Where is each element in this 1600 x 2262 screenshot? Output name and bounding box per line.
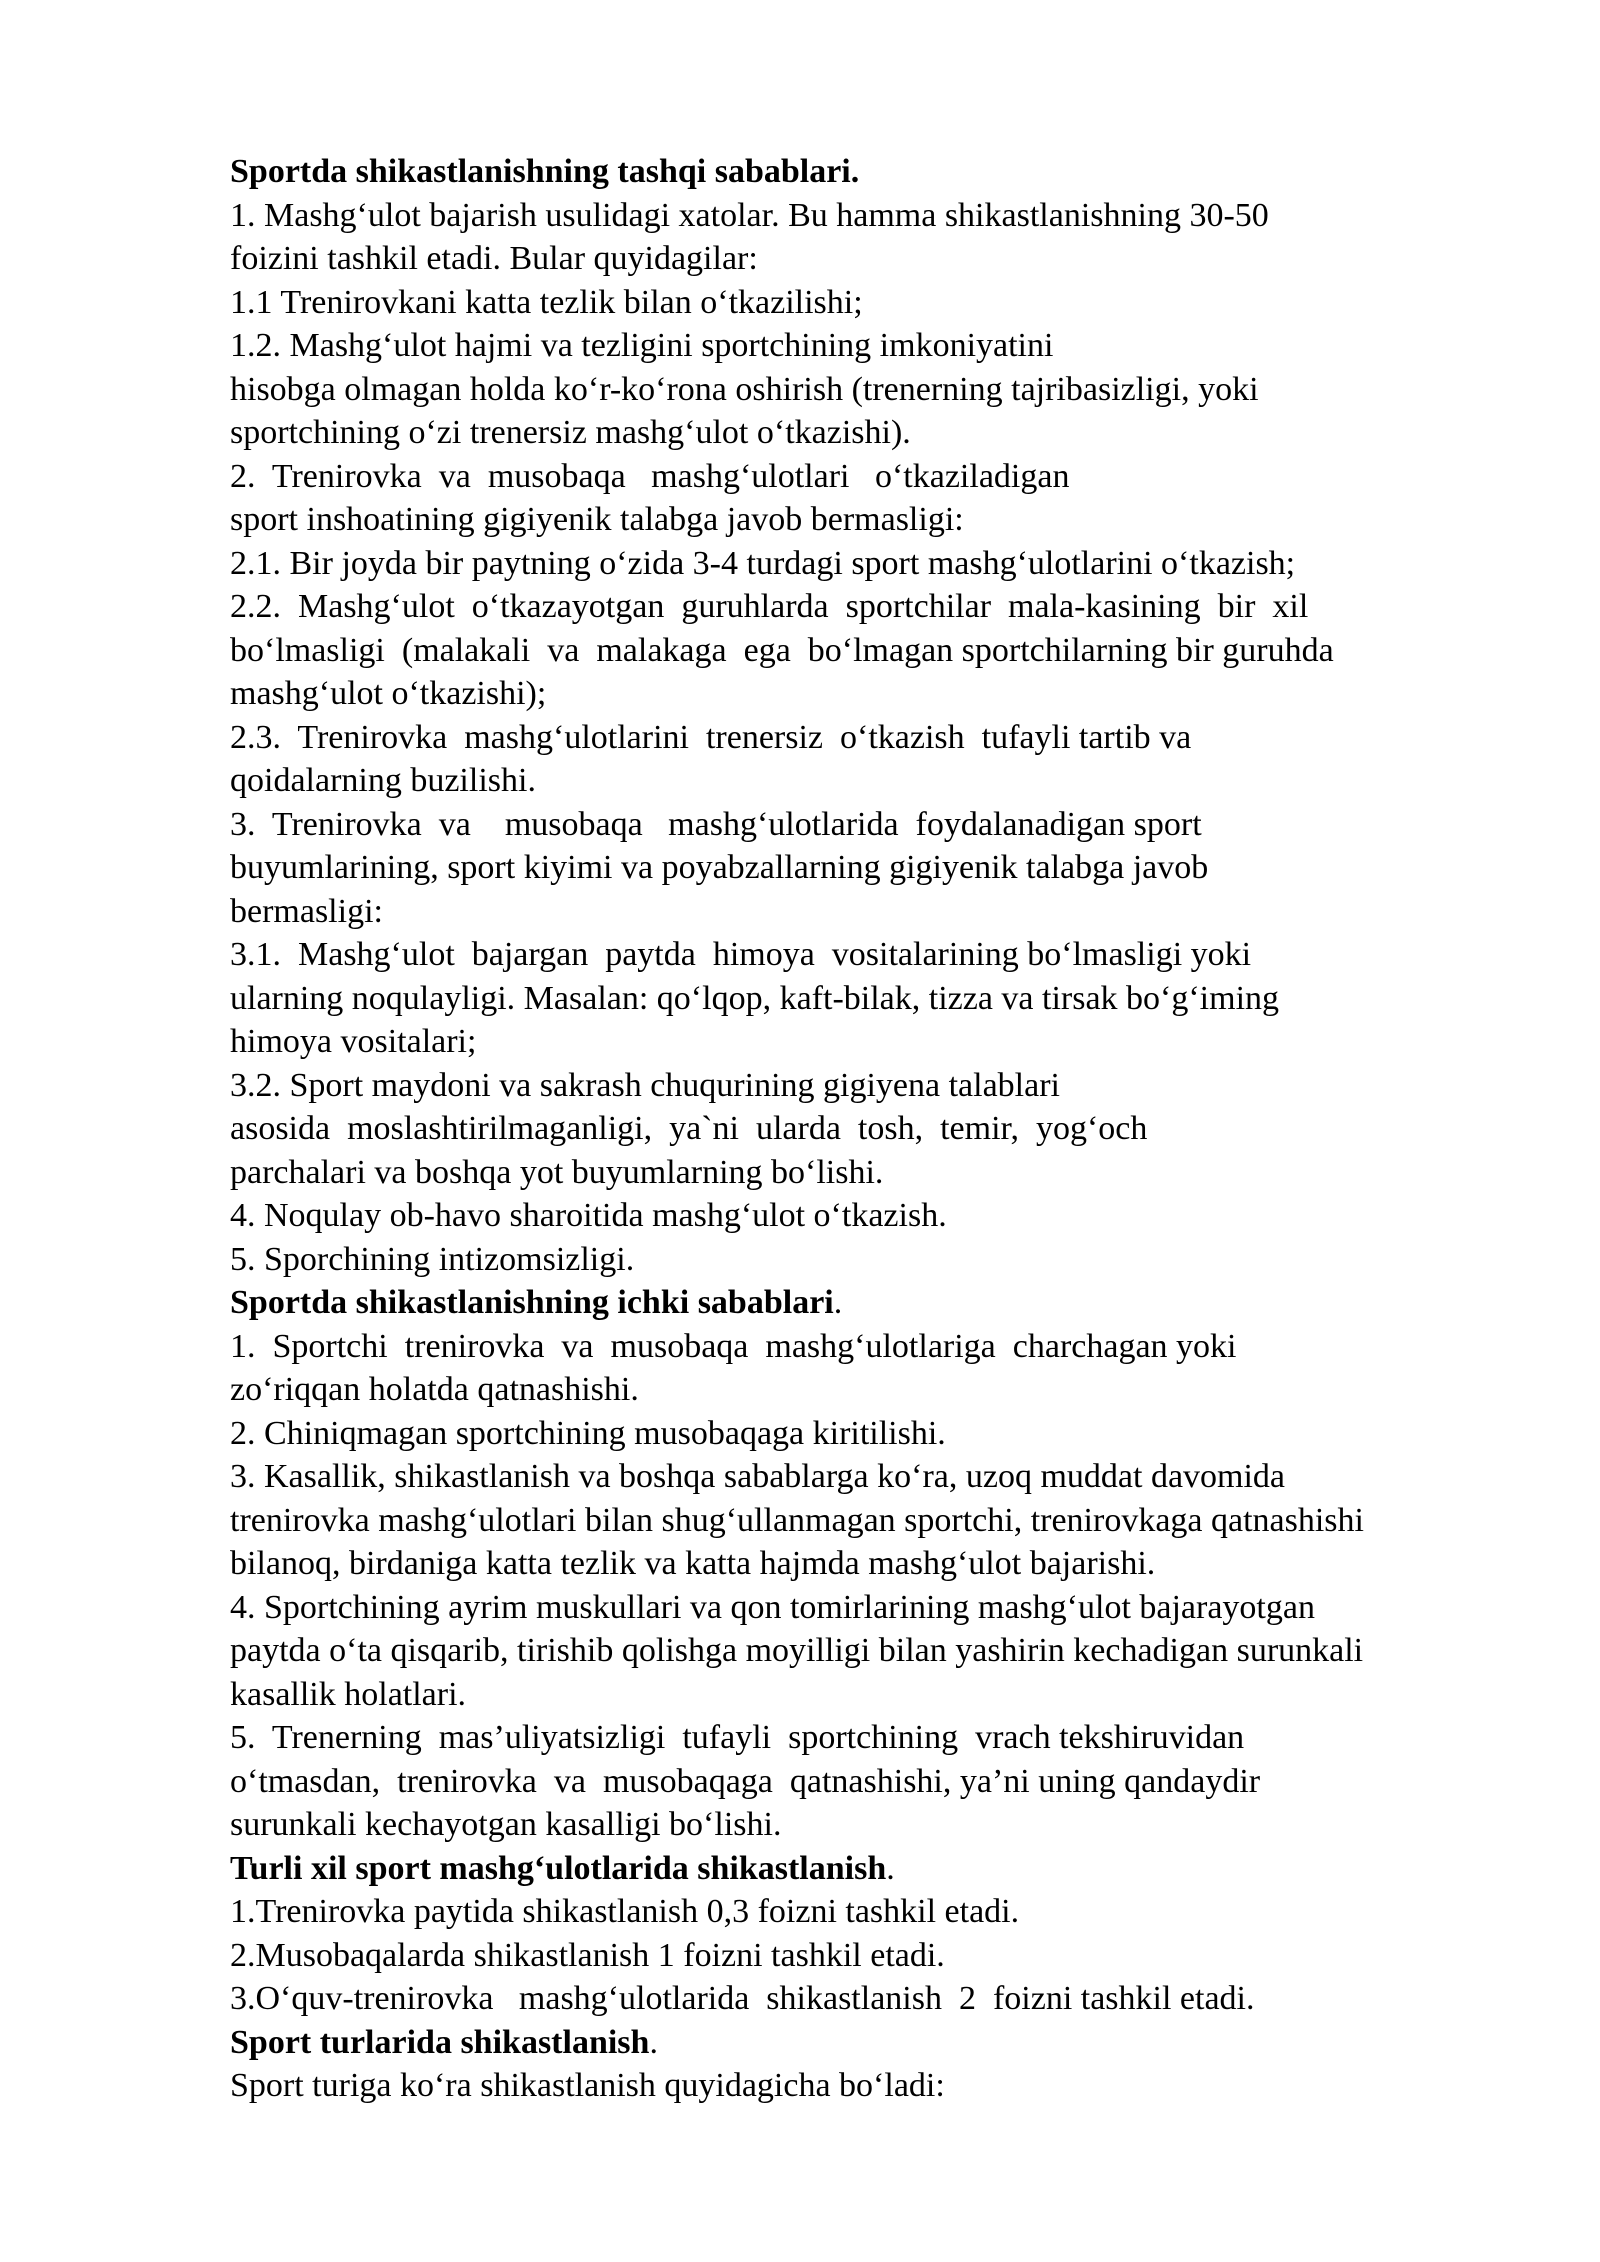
text-line [230, 1412, 1530, 1456]
text-line [230, 803, 1530, 847]
line-text: sport inshoatining gigiyenik talabga javob bermasligi: [230, 501, 964, 538]
line-text: himoya vositalari; [230, 1023, 477, 1060]
line-text: 1.2. Mashg‘ulot hajmi va tezligini sportchining imkoniyatini [230, 327, 1054, 364]
text-line [230, 1281, 1530, 1325]
text-line [230, 1455, 1530, 1499]
line-text: paytda o‘ta qisqarib, tirishib qolishga moyilligi bilan yashirin kechadigan surunkali [230, 1632, 1364, 1669]
text-line [230, 150, 1530, 194]
text-line [230, 1325, 1530, 1369]
text-line [230, 585, 1530, 629]
text-line [230, 324, 1530, 368]
line-text: qoidalarning buzilishi. [230, 762, 536, 799]
text-line [230, 890, 1530, 934]
line-text: 2. Trenirovka va musobaqa mashg‘ulotlari o‘tkaziladigan [230, 457, 1070, 495]
line-text: zo‘riqqan holatda qatnashishi. [230, 1371, 639, 1408]
text-line [230, 1847, 1530, 1891]
line-text: . [886, 1849, 895, 1887]
document-page [230, 150, 1530, 2108]
text-line [230, 759, 1530, 803]
line-text: bermasligi: [230, 892, 383, 930]
line-text: 1.1 Trenirovkani katta tezlik bilan o‘tkazilishi; [230, 283, 863, 321]
line-text: 2.Musobaqalarda shikastlanish 1 foizni tashkil etadi. [230, 1936, 945, 1974]
line-text: 1. Sportchi trenirovka va musobaqa mashg‘ulotlariga charchagan yoki [230, 1327, 1237, 1365]
text-line [230, 1368, 1530, 1412]
line-text: buyumlarining, sport kiyimi va poyabzallarning gigiyenik talabga javob [230, 849, 1209, 886]
text-line [230, 629, 1530, 673]
text-line [230, 1977, 1530, 2021]
text-line [230, 1716, 1530, 1760]
line-text: 2.2. Mashg‘ulot o‘tkazayotgan guruhlarda sportchilar mala-kasining bir xil [230, 588, 1309, 625]
line-text: bo‘lmasligi (malakali va malakaga ega bo‘lmagan sportchilarning bir guruhda [230, 631, 1334, 669]
line-text: . [833, 1284, 843, 1321]
section-heading: Sportda shikastlanishning tashqi sabablari. [230, 153, 860, 190]
text-line [230, 542, 1530, 586]
line-text: kasallik holatlari. [230, 1675, 467, 1713]
line-text: Sport turiga ko‘ra shikastlanish quyidagicha bo‘ladi: [230, 2067, 945, 2104]
line-text: 3. Trenirovka va musobaqa mashg‘ulotlarida foydalanadigan sport [230, 805, 1202, 843]
text-line [230, 368, 1530, 412]
text-line [230, 1673, 1530, 1717]
text-line [230, 1107, 1530, 1151]
text-line [230, 237, 1530, 281]
text-line [230, 1064, 1530, 1108]
text-line [230, 1194, 1530, 1238]
text-line [230, 1499, 1530, 1543]
line-text: 2.3. Trenirovka mashg‘ulotlarini trenersiz o‘tkazish tufayli tartib va [230, 718, 1192, 756]
text-line [230, 1803, 1530, 1847]
text-line [230, 977, 1530, 1021]
line-text: 4. Sportchining ayrim muskullari va qon tomirlarining mashg‘ulot bajarayotgan [230, 1588, 1315, 1626]
text-line [230, 716, 1530, 760]
text-line [230, 1151, 1530, 1195]
text-line [230, 1890, 1530, 1934]
text-line [230, 2064, 1530, 2108]
line-text: foizini tashkil etadi. Bular quyidagilar: [230, 240, 758, 277]
text-line [230, 1629, 1530, 1673]
text-line [230, 1760, 1530, 1804]
text-line [230, 194, 1530, 238]
line-text: 2. Chiniqmagan sportchining musobaqaga kiritilishi. [230, 1414, 946, 1452]
text-line [230, 1238, 1530, 1282]
line-text: 3.O‘quv-trenirovka mashg‘ulotlarida shikastlanish 2 foizni tashkil etadi. [230, 1980, 1255, 2017]
line-text: ularning noqulayligi. Masalan: qo‘lqop, kaft-bilak, tizza va tirsak bo‘g‘iming [230, 979, 1280, 1017]
line-text: asosida moslashtirilmaganligi, ya`ni ularda tosh, temir, yog‘och [230, 1110, 1148, 1147]
line-text: 1. Mashg‘ulot bajarish usulidagi xatolar. Bu hamma shikastlanishning 30-50 [230, 196, 1269, 234]
line-text: bilanoq, birdaniga katta tezlik va katta hajmda mashg‘ulot bajarishi. [230, 1545, 1156, 1582]
line-text: . [649, 2023, 658, 2061]
line-text: 3. Kasallik, shikastlanish va boshqa sabablarga ko‘ra, uzoq muddat davomida [230, 1458, 1286, 1495]
text-line [230, 411, 1530, 455]
text-line [230, 498, 1530, 542]
line-text: hisobga olmagan holda ko‘r-ko‘rona oshirish (trenerning tajribasizligi, yoki [230, 370, 1259, 408]
section-heading: Sport turlarida shikastlanish [230, 2023, 650, 2061]
text-line [230, 2021, 1530, 2065]
text-line [230, 281, 1530, 325]
line-text: 5. Trenerning mas’uliyatsizligi tufayli sportchining vrach tekshiruvidan [230, 1719, 1245, 1756]
text-line [230, 455, 1530, 499]
text-line [230, 1586, 1530, 1630]
text-line [230, 1934, 1530, 1978]
line-text: 4. Noqulay ob-havo sharoitida mashg‘ulot o‘tkazish. [230, 1197, 947, 1234]
text-line [230, 933, 1530, 977]
line-text: 3.1. Mashg‘ulot bajargan paytda himoya vositalarining bo‘lmasligi yoki [230, 936, 1252, 973]
text-line [230, 846, 1530, 890]
line-text: parchalari va boshqa yot buyumlarning bo‘lishi. [230, 1153, 884, 1191]
line-text: 5. Sporchining intizomsizligi. [230, 1240, 635, 1278]
line-text: trenirovka mashg‘ulotlari bilan shug‘ullanmagan sportchi, trenirovkaga qatnashishi [230, 1501, 1364, 1539]
text-line [230, 1542, 1530, 1586]
line-text: 2.1. Bir joyda bir paytning o‘zida 3-4 turdagi sport mashg‘ulotlarini o‘tkazish; [230, 544, 1296, 582]
text-line [230, 672, 1530, 716]
section-heading: Turli xil sport mashg‘ulotlarida shikastlanish [230, 1849, 887, 1887]
section-heading: Sportda shikastlanishning ichki sabablari [230, 1284, 834, 1321]
text-line [230, 1020, 1530, 1064]
line-text: 3.2. Sport maydoni va sakrash chuqurining gigiyena talablari [230, 1066, 1060, 1104]
line-text: sportchining o‘zi trenersiz mashg‘ulot o‘tkazishi). [230, 414, 911, 451]
line-text: 1.Trenirovka paytida shikastlanish 0,3 foizni tashkil etadi. [230, 1893, 1020, 1930]
line-text: surunkali kechayotgan kasalligi bo‘lishi. [230, 1806, 782, 1843]
line-text: mashg‘ulot o‘tkazishi); [230, 675, 547, 712]
line-text: o‘tmasdan, trenirovka va musobaqaga qatnashishi, ya’ni uning qandaydir [230, 1762, 1261, 1800]
